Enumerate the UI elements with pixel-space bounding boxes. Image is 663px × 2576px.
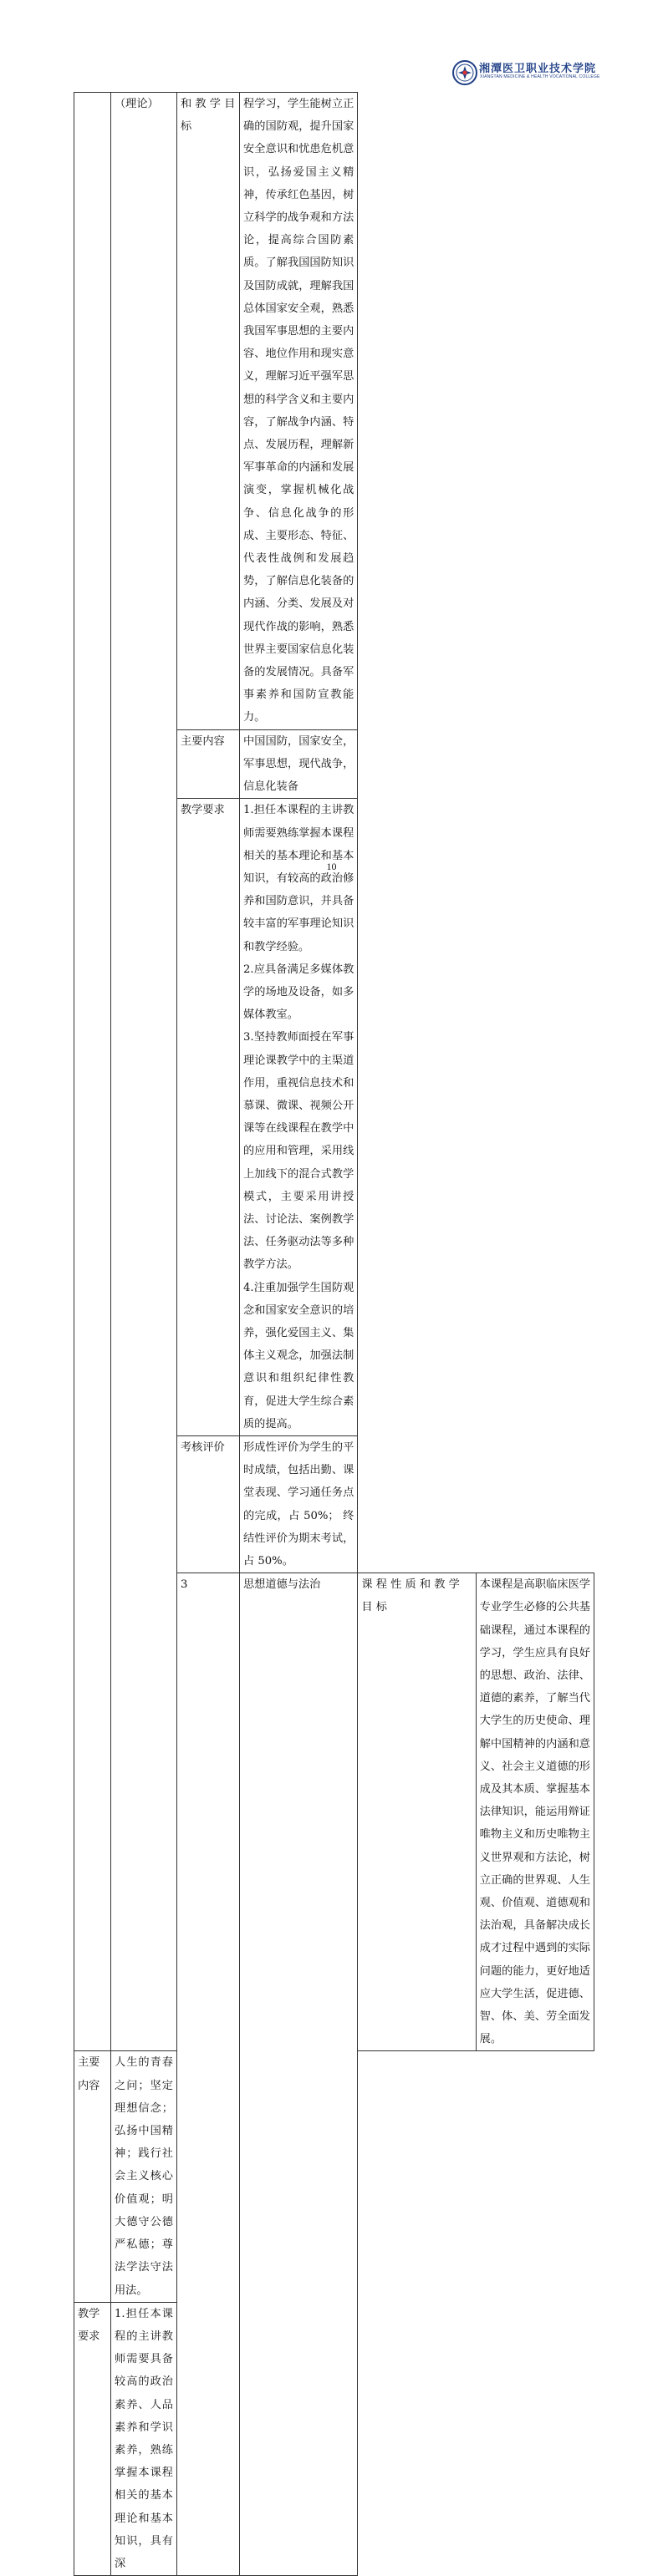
req-label: 教学要求 [78, 2307, 100, 2343]
req-item: 4.注重加强学生国防观念和国家安全意识的培养，强化爱国主义、集体主义观念，加强法制意识和组织纪律性教育，促进大学生综合素质的提高。 [243, 1281, 354, 1430]
eval-label-cell [177, 1435, 240, 1573]
content-label-cell [177, 729, 240, 799]
content-text-cell [240, 729, 358, 799]
req-item: 2.应具备满足多媒体教学的场地及设备，如多媒体教室。 [243, 963, 354, 1022]
req-text: 1.担任本课程的主讲教师需要具备较高的政治素养、人品素养和学识素养，熟练掌握本课程相关的基本理论和基本知识，具有深 [115, 2307, 173, 2570]
req-text-cell [240, 799, 358, 1436]
goal-label: 课 程 性 质 和 教 学 目 标 [361, 1578, 460, 1614]
college-emblem-icon [452, 60, 477, 85]
goal-text-cell [240, 93, 358, 730]
req-item: 3.坚持教师面授在军事理论课教学中的主渠道作用，重视信息技术和慕课、微课、视频公开课等在线课程在教学中的应用和管理，采用线上加线下的混合式教学模式，主要采用讲授法、讨论法、案例教学法、任务驱动法等多种教学方法。 [243, 1031, 354, 1272]
goal-label-cell [358, 1573, 476, 2051]
course-name-cell [111, 93, 177, 2051]
course-number: 3 [181, 1578, 188, 1592]
eval-text: 形成性评价为学生的平时成绩，包括出勤、课堂表现、学习通任务点的完成，占 50%； 终结性评价为期末考试，占 50%。 [243, 1440, 354, 1567]
content-text: 中国国防，国家安全，军事思想，现代战争，信息化装备 [243, 734, 354, 794]
eval-text-cell [240, 1435, 358, 1573]
course-name-cell [240, 1573, 358, 2576]
course-name: 思想道德与法治 [243, 1578, 321, 1592]
course-number-cell [177, 1573, 240, 2576]
content-text: 人生的青春之问；坚定理想信念；弘扬中国精神；践行社会主义核心价值观；明大德守公德严私德；尊法学法守法用法。 [115, 2056, 173, 2297]
goal-label: 和 教 学 目 标 [181, 98, 236, 134]
course-name: （理论） [115, 98, 159, 110]
goal-text: 本课程是高职临床医学专业学生必修的公共基础课程，通过本课程的学习，学生应具有良好的思想、政治、法律、道德的素养，了解当代大学生的历史使命、理解中国精神的内涵和意义、社会主义道德的形成及其本质、掌握基本法律知识，能运用辩证唯物主义和历史唯物主义世界观和方法论，树立正确的世界观、人生观、价值观、道德观和法治观，具备解决成长成才过程中遇到的实际问题的能力，更好地适应大学生活，促进德、智、体、美、劳全面发展。 [479, 1578, 590, 2046]
req-text-cell [111, 2302, 177, 2575]
content-label: 主要内容 [78, 2056, 100, 2092]
req-label-cell [74, 2302, 111, 2575]
req-item: 1.担任本课程的主讲教师需要熟练掌握本课程相关的基本理论和基本知识，有较高的政治修养和国防意识，并具备较丰富的军事理论知识和教学经验。 [243, 804, 354, 953]
eval-label: 考核评价 [181, 1440, 225, 1454]
college-logo [452, 58, 611, 89]
table-row [74, 93, 594, 730]
req-label-cell [177, 799, 240, 1436]
content-label: 主要内容 [181, 734, 225, 748]
page-number: 10 [326, 861, 337, 872]
college-name-cn: 湘潭医卫职业技术学院 [479, 63, 597, 75]
goal-text: 程学习，学生能树立正确的国防观，提升国家安全意识和忧患危机意识，弘扬爱国主义精神，传承红色基因，树立科学的战争观和方法论，提高综合国防素质。了解我国国防知识及国防成就，理解我国总体国家安全观，熟悉我国军事思想的主要内容、地位作用和现实意义，理解习近平强军思想的科学含义和主要内容，了解战争内涵、特点、发展历程，理解新军事革命的内涵和发展演变，掌握机械化战争、信息化战争的形成、主要形态、特征、代表性战例和发展趋势，了解信息化装备的内涵、分类、发展及对现代作战的影响，熟悉世界主要国家信息化装备的发展情况。具备军事素养和国防宣教能力。 [243, 98, 354, 724]
content-label-cell [74, 2051, 111, 2302]
course-number-cell [74, 93, 111, 2051]
college-name-en: XIANGTAN MEDICINE & HEALTH VOCATIONAL COLLEGE [480, 74, 600, 79]
content-text-cell [111, 2051, 177, 2302]
req-label: 教学要求 [181, 804, 225, 817]
course-table [74, 92, 594, 2576]
goal-label-cell [177, 93, 240, 730]
goal-text-cell [476, 1573, 594, 2051]
